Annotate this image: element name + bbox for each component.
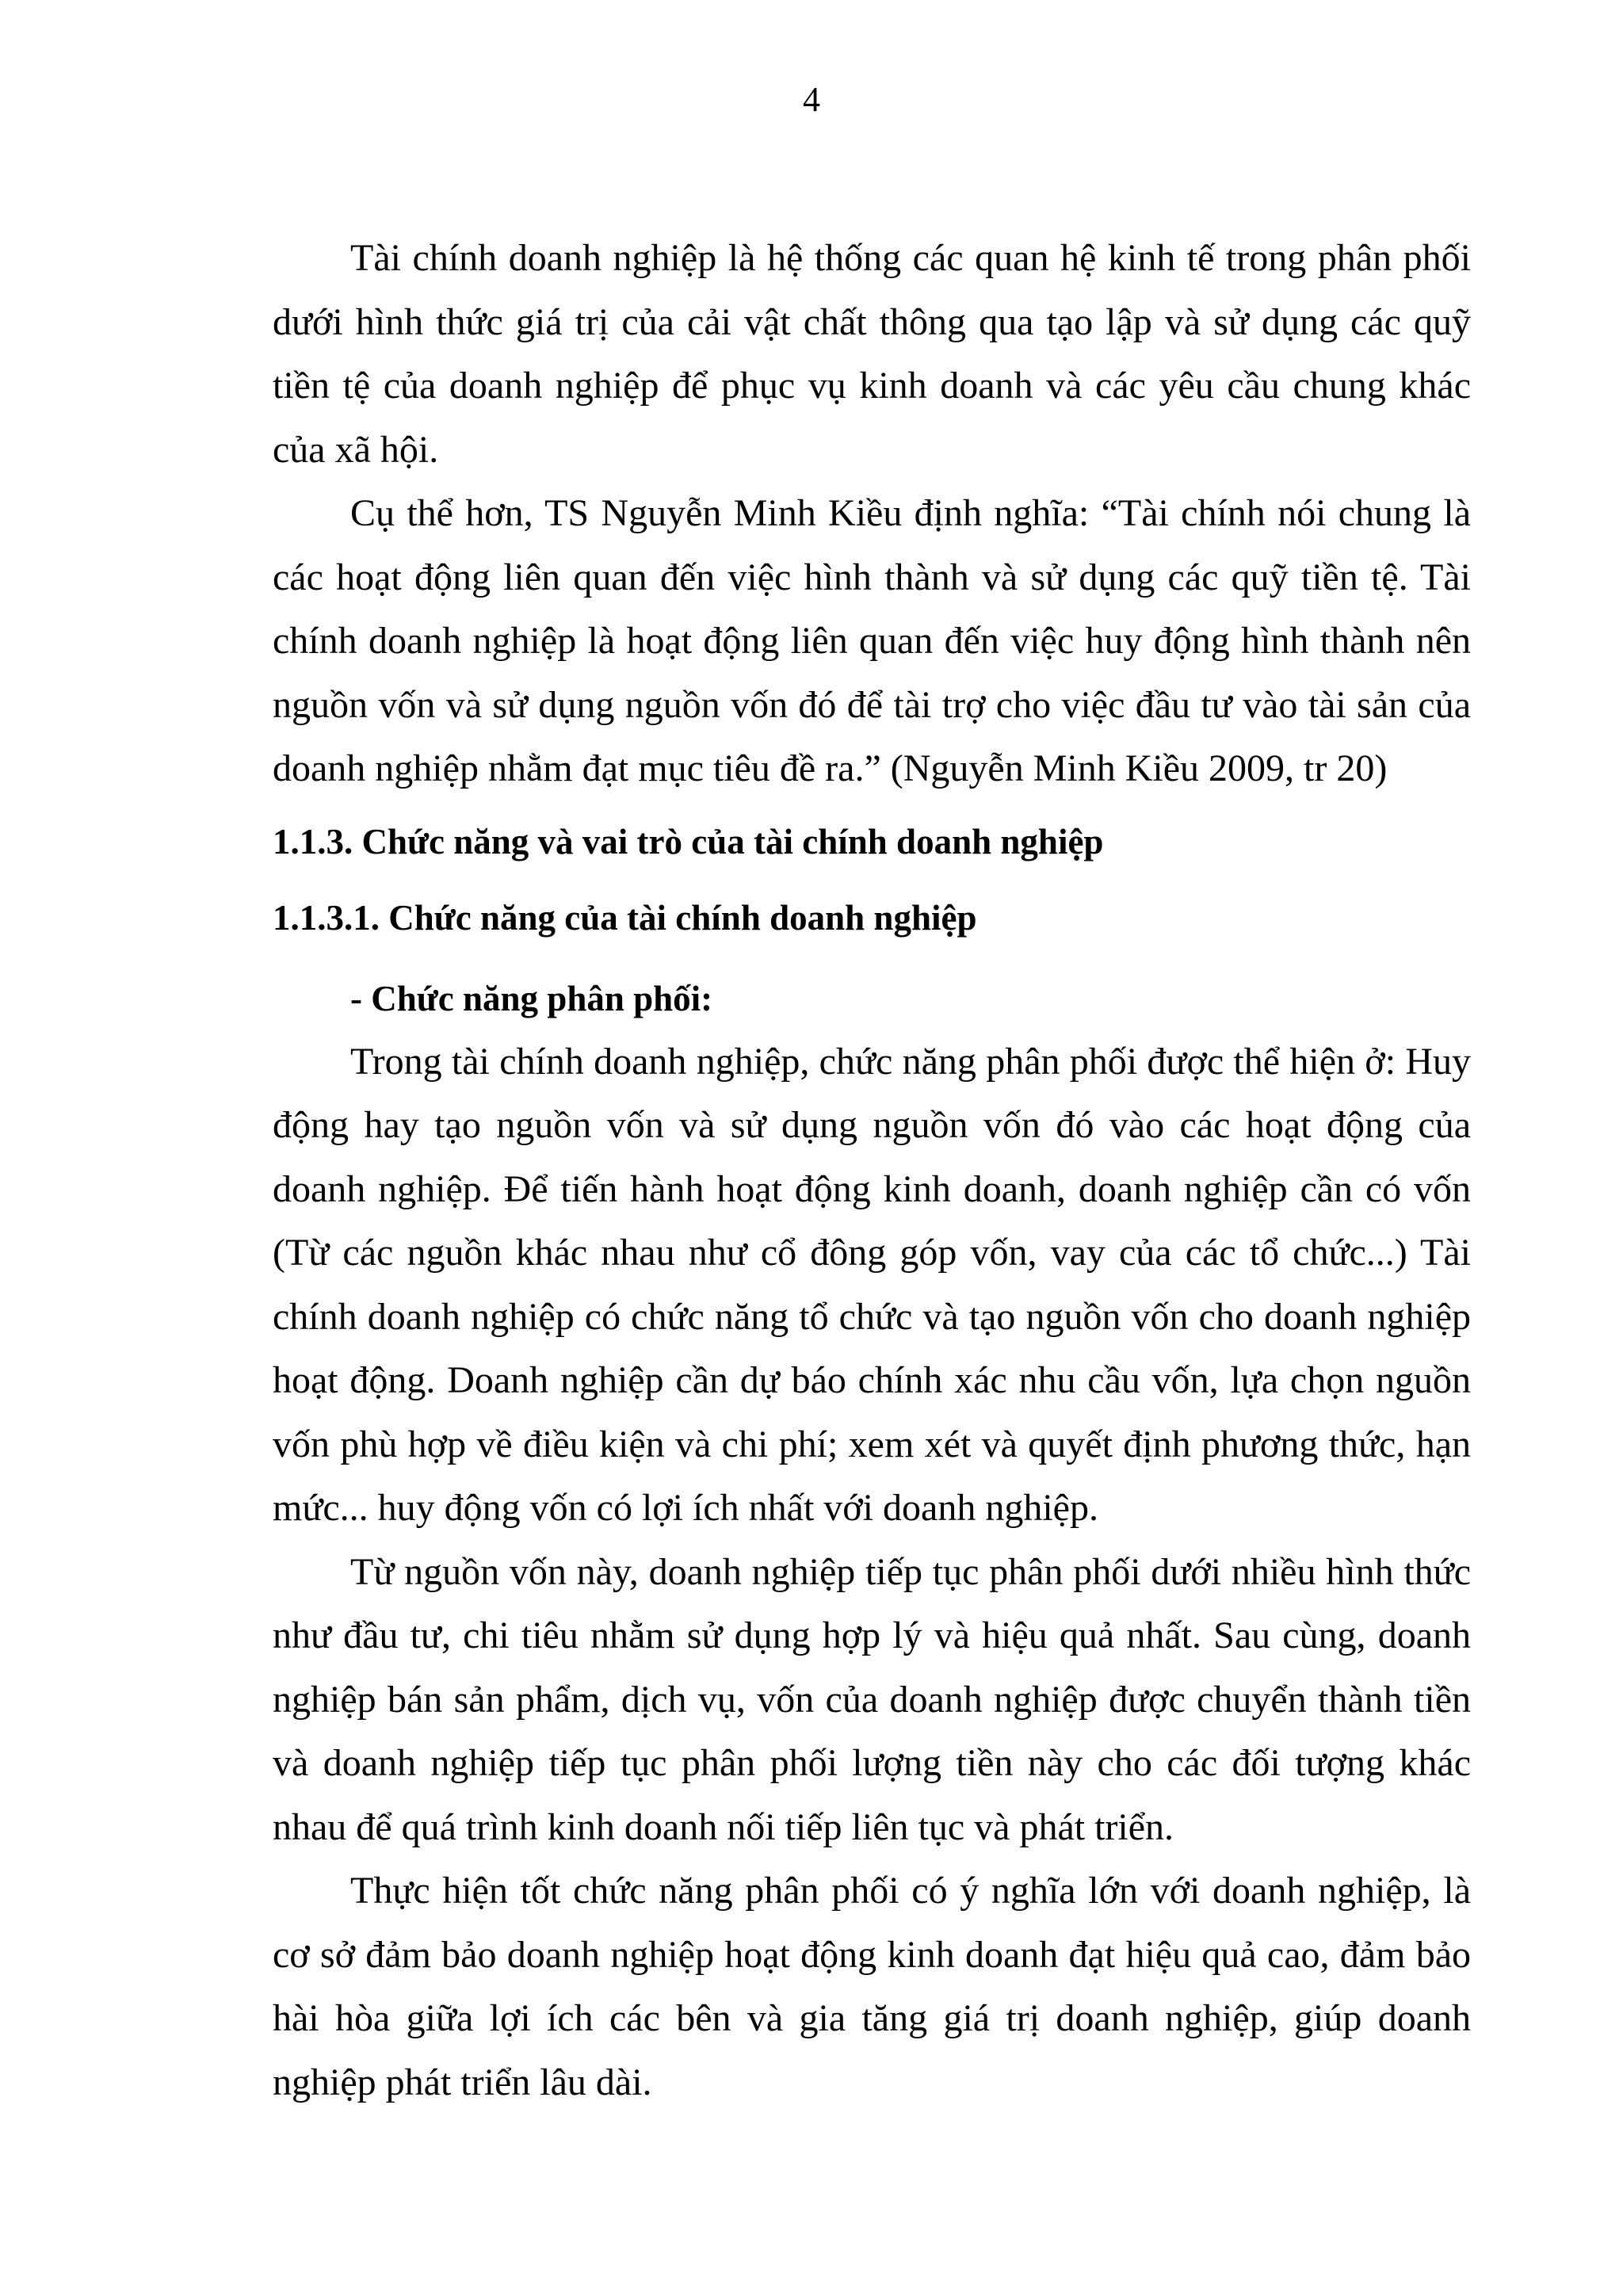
paragraph-capital-distribution: Từ nguồn vốn này, doanh nghiệp tiếp tục phân phối dưới nhiều hình thức như đầu tư, chi tiêu nhằm sử dụng hợp lý và hiệu quả nhất. Sau cùng, doanh nghiệp bán sản phẩm, dịch vụ, vốn của doanh nghiệp được chuyển thành tiền và doanh nghiệp tiếp tục phân phối lượng tiền này cho các đối tượng khác nhau để quá trình kinh doanh nối tiếp liên tục và phát triển. — [273, 1550, 1471, 1848]
page-number: 4 — [803, 80, 820, 119]
section-heading: 1.1.3. Chức năng và vai trò của tài chính doanh nghiệp — [273, 821, 1104, 861]
paragraph-significance: Thực hiện tốt chức năng phân phối có ý nghĩa lớn với doanh nghiệp, là cơ sở đảm bảo doanh nghiệp hoạt động kinh doanh đạt hiệu quả cao, đảm bảo hài hòa giữa lợi ích các bên và gia tăng giá trị doanh nghiệp, giúp doanh nghiệp phát triển lâu dài. — [273, 1870, 1471, 2103]
paragraph-quote-nguyen-minh-kieu: Cụ thể hơn, TS Nguyễn Minh Kiều định nghĩa: “Tài chính nói chung là các hoạt động liên quan đến việc hình thành và sử dụng các quỹ tiền tệ. Tài chính doanh nghiệp là hoạt động liên quan đến việc huy động hình thành nên nguồn vốn và sử dụng nguồn vốn đó để tài trợ cho việc đầu tư vào tài sản của doanh nghiệp nhằm đạt mục tiêu đề ra.” (Nguyễn Minh Kiều 2009, tr 20) — [273, 492, 1471, 789]
paragraph-definition: Tài chính doanh nghiệp là hệ thống các quan hệ kinh tế trong phân phối dưới hình thức giá trị của cải vật chất thông qua tạo lập và sử dụng các quỹ tiền tệ của doanh nghiệp để phục vụ kinh doanh và các yêu cầu chung khác của xã hội. — [273, 237, 1471, 471]
subsection-heading: 1.1.3.1. Chức năng của tài chính doanh nghiệp — [273, 897, 977, 938]
item-heading: - Chức năng phân phối: — [350, 978, 713, 1018]
page-content — [273, 227, 1471, 2115]
paragraph-distribution-function: Trong tài chính doanh nghiệp, chức năng phân phối được thể hiện ở: Huy động hay tạo nguồn vốn và sử dụng nguồn vốn đó vào các hoạt động của doanh nghiệp. Để tiến hành hoạt động kinh doanh, doanh nghiệp cần có vốn (Từ các nguồn khác nhau như cổ đông góp vốn, vay của các tổ chức...) Tài chính doanh nghiệp có chức năng tổ chức và tạo nguồn vốn cho doanh nghiệp hoạt động. Doanh nghiệp cần dự báo chính xác nhu cầu vốn, lựa chọn nguồn vốn phù hợp về điều kiện và chi phí; xem xét và quyết định phương thức, hạn mức... huy động vốn có lợi ích nhất với doanh nghiệp. — [273, 1040, 1471, 1529]
